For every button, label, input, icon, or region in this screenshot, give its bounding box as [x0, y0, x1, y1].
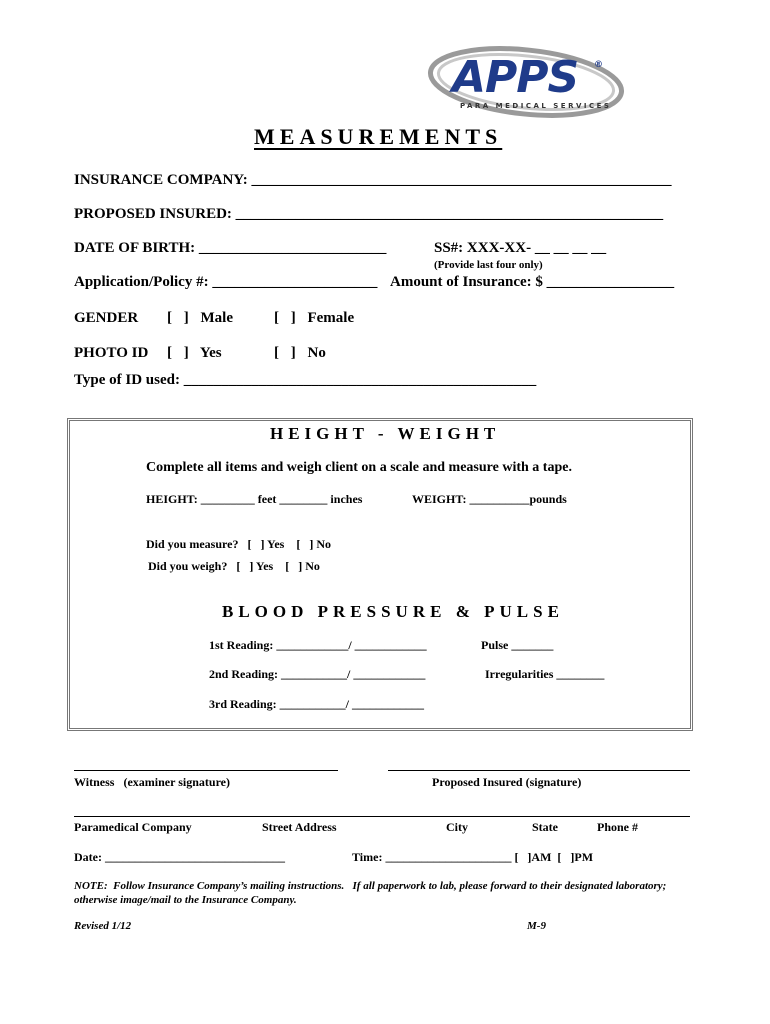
- apps-logo: [426, 44, 626, 122]
- paramedical-company-label: Paramedical Company: [74, 820, 192, 834]
- page-title: MEASUREMENTS: [254, 124, 503, 149]
- proposed-insured-label: Proposed Insured (signature): [432, 775, 582, 789]
- height-weight-instruction: Complete all items and weigh client on a scale and measure with a tape.: [146, 460, 572, 475]
- mailing-note-line-2: otherwise image/mail to the Insurance Company.: [74, 894, 297, 906]
- state-label: State: [532, 820, 558, 834]
- date-of-birth-field[interactable]: DATE OF BIRTH: _________________________: [74, 240, 387, 256]
- photo-id-yes-checkbox[interactable]: [ ] Yes: [167, 345, 222, 361]
- phone-label: Phone #: [597, 820, 639, 834]
- revised-date: Revised 1/12: [74, 920, 132, 932]
- type-of-id-field[interactable]: Type of ID used: _______________________________________________: [74, 372, 537, 388]
- witness-signature-line[interactable]: [74, 770, 338, 771]
- did-you-weigh-field[interactable]: Did you weigh? [ ] Yes [ ] No: [148, 559, 320, 573]
- proposed-insured-field[interactable]: PROPOSED INSURED: _________________________________________________________: [74, 206, 664, 222]
- height-field[interactable]: HEIGHT: _________ feet ________ inches: [146, 492, 363, 506]
- gender-male-checkbox[interactable]: [ ] Male: [167, 310, 233, 326]
- bp-reading-1-field[interactable]: 1st Reading: ____________/ ____________: [209, 638, 427, 652]
- bp-reading-3-field[interactable]: 3rd Reading: ___________/ ____________: [209, 697, 425, 711]
- amount-of-insurance-field[interactable]: Amount of Insurance: $ _________________: [390, 274, 675, 290]
- photo-id-no-checkbox[interactable]: [ ] No: [274, 345, 326, 361]
- bp-reading-2-field[interactable]: 2nd Reading: ___________/ ____________: [209, 667, 426, 681]
- ss-number-field[interactable]: SS#: XXX-XX- __ __ __ __: [434, 240, 607, 256]
- witness-label: Witness (examiner signature): [74, 775, 230, 789]
- logo-registered-mark: ®: [594, 60, 603, 70]
- street-address-label: Street Address: [262, 820, 337, 834]
- did-you-measure-field[interactable]: Did you measure? [ ] Yes [ ] No: [146, 537, 331, 551]
- gender-label: GENDER: [74, 310, 139, 326]
- city-label: City: [446, 820, 468, 834]
- paramedical-company-line[interactable]: [74, 816, 690, 817]
- mailing-note-line-1: NOTE: Follow Insurance Company’s mailing instructions. If all paperwork to lab, please forward to their designated laboratory;: [74, 880, 667, 892]
- time-field[interactable]: Time: _____________________ [ ]AM [ ]PM: [352, 850, 594, 864]
- date-field[interactable]: Date: ______________________________: [74, 850, 285, 864]
- height-weight-heading: HEIGHT - WEIGHT: [270, 424, 501, 443]
- irregularities-field[interactable]: Irregularities ________: [485, 667, 605, 681]
- ss-note: (Provide last four only): [434, 259, 543, 271]
- form-id: M-9: [527, 920, 546, 932]
- application-policy-field[interactable]: Application/Policy #: ______________________: [74, 274, 378, 290]
- pulse-field[interactable]: Pulse _______: [481, 638, 554, 652]
- logo-tagline: PARA MEDICAL SERVICES: [460, 102, 612, 110]
- proposed-insured-signature-line[interactable]: [388, 770, 690, 771]
- gender-female-checkbox[interactable]: [ ] Female: [274, 310, 355, 326]
- blood-pressure-heading: BLOOD PRESSURE & PULSE: [222, 602, 564, 621]
- insurance-company-field[interactable]: INSURANCE COMPANY: ________________________________________________________: [74, 172, 672, 188]
- photo-id-label: PHOTO ID: [74, 345, 149, 361]
- weight-field[interactable]: WEIGHT: __________pounds: [412, 492, 567, 506]
- logo-brand: APPS: [452, 52, 579, 103]
